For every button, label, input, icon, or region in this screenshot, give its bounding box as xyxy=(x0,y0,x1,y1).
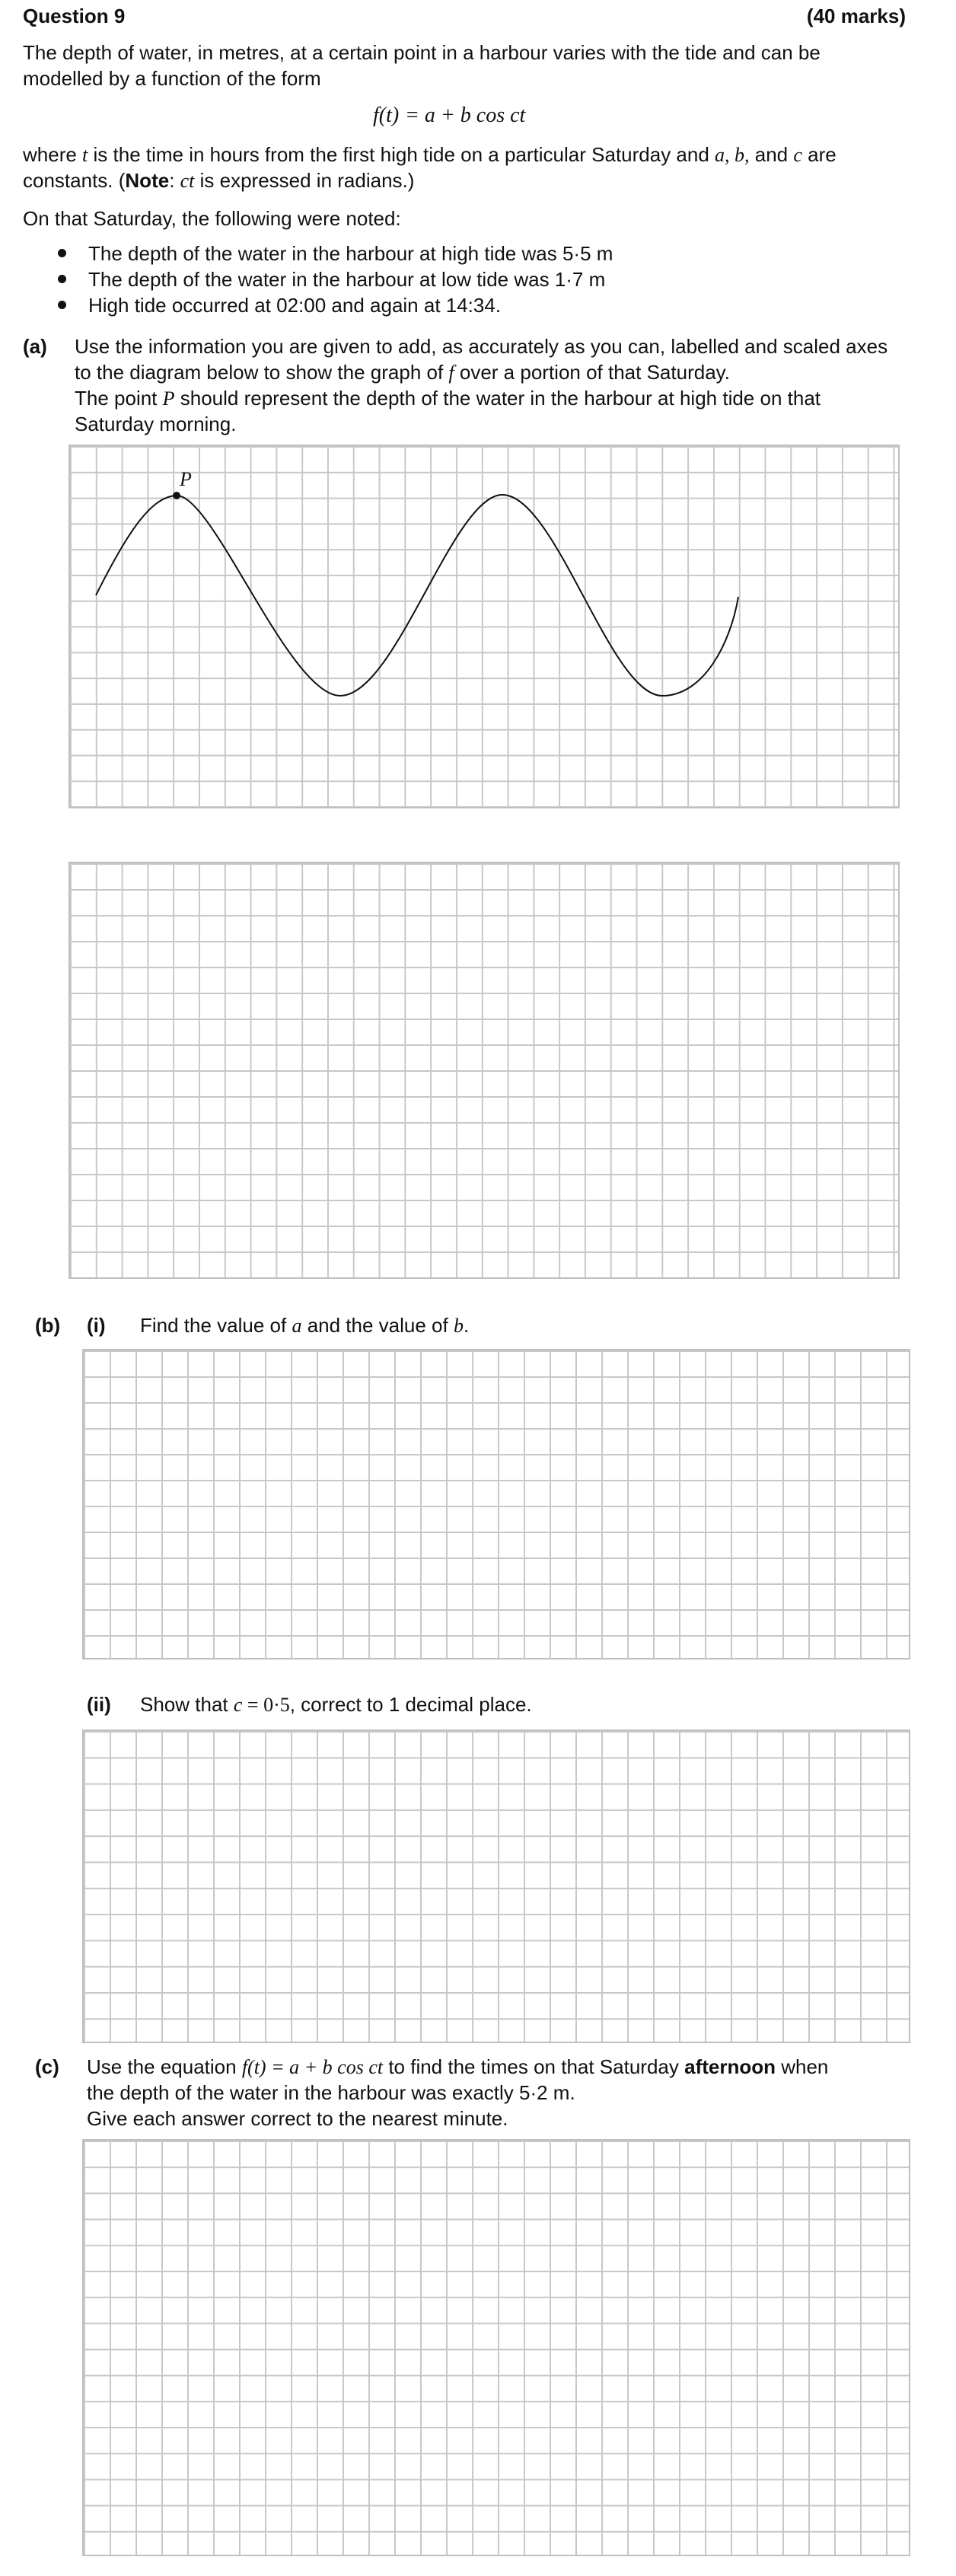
curve-path xyxy=(96,495,738,696)
bullet-icon xyxy=(58,301,66,309)
text: Find the value of xyxy=(140,1314,292,1337)
text: is the time in hours from the first high tide on a particular Saturday and xyxy=(88,143,715,166)
text: and the value of xyxy=(301,1314,454,1337)
part-b-i-text xyxy=(140,1312,469,1339)
marks-label: (40 marks) xyxy=(806,5,906,27)
text: where xyxy=(23,143,83,166)
note-label: Note xyxy=(125,169,170,192)
text: , correct to 1 decimal place. xyxy=(289,1693,532,1716)
part-c-line-1 xyxy=(87,2054,828,2080)
value: = 0·5 xyxy=(242,1694,290,1716)
var-f: f xyxy=(448,362,454,384)
part-b-label: (b) xyxy=(35,1314,61,1337)
intro-line-3 xyxy=(23,142,837,168)
answer-grid-b-i[interactable] xyxy=(82,1349,910,1659)
text: : xyxy=(169,169,180,192)
part-b-ii-text xyxy=(140,1691,532,1718)
text: Show that xyxy=(140,1693,234,1716)
text: Use the equation xyxy=(87,2055,242,2078)
part-b-i-label: (i) xyxy=(87,1314,106,1337)
text: to the diagram below to show the graph of xyxy=(75,361,449,384)
text: to find the times on that Saturday xyxy=(383,2055,685,2078)
text: should represent the depth of the water in the harbour at high tide on that xyxy=(174,387,821,410)
text: when xyxy=(776,2055,829,2078)
answer-grid-c[interactable] xyxy=(82,2139,910,2556)
var-ct: ct xyxy=(180,170,195,192)
point-p-label: P xyxy=(180,468,192,490)
text: The point xyxy=(75,387,163,410)
part-a-line-1: Use the information you are given to add, as accurately as you can, labelled and scaled axes xyxy=(75,335,888,358)
point-p-marker xyxy=(173,492,180,499)
formula-rhs: = a + b cos ct xyxy=(405,104,526,127)
model-formula xyxy=(373,102,525,129)
bullet-icon xyxy=(58,249,66,257)
part-c-label: (c) xyxy=(35,2055,59,2078)
question-title: Question 9 xyxy=(23,5,126,27)
text: over a portion of that Saturday. xyxy=(454,361,730,384)
bullet-icon xyxy=(58,275,66,283)
var-t: t xyxy=(82,144,88,166)
bullet-item: The depth of the water in the harbour at low tide was 1·7 m xyxy=(88,268,606,291)
part-a-line-3 xyxy=(75,385,821,412)
part-b-ii-label: (ii) xyxy=(87,1693,111,1716)
text: is expressed in radians.) xyxy=(194,169,415,192)
var-c: c xyxy=(233,1694,243,1716)
intro-line-1: The depth of water, in metres, at a certain point in a harbour varies with the tide and can be xyxy=(23,41,821,64)
var-p: P xyxy=(162,387,175,410)
answer-grid-b-ii[interactable] xyxy=(82,1730,910,2043)
text: . xyxy=(463,1314,470,1337)
answer-grid-a[interactable] xyxy=(69,862,900,1279)
intro-line-4 xyxy=(23,167,414,194)
formula-lhs: f(t) xyxy=(373,104,400,127)
part-a-label: (a) xyxy=(23,335,47,358)
text: are xyxy=(801,143,837,166)
emphasis: afternoon xyxy=(684,2055,776,2078)
var-c: c xyxy=(793,144,802,166)
bullet-item: High tide occurred at 02:00 and again at 14:34. xyxy=(88,294,502,317)
bullet-item: The depth of the water in the harbour at high tide was 5·5 m xyxy=(88,242,613,265)
var-b: b xyxy=(453,1315,464,1337)
text: and xyxy=(749,143,794,166)
part-c-line-2: the depth of the water in the harbour was exactly 5·2 m. xyxy=(87,2081,575,2104)
noted-line: On that Saturday, the following were noted: xyxy=(23,207,401,230)
equation: f(t) = a + b cos ct xyxy=(241,2056,384,2078)
part-a-line-2 xyxy=(75,359,730,386)
tide-curve-sketch xyxy=(69,445,900,808)
part-a-line-4: Saturday morning. xyxy=(75,413,237,435)
text: constants. ( xyxy=(23,169,126,192)
intro-line-2: modelled by a function of the form xyxy=(23,67,321,90)
part-c-line-3: Give each answer correct to the nearest minute. xyxy=(87,2107,508,2130)
var-ab: a, b, xyxy=(715,144,750,166)
var-a: a xyxy=(292,1315,302,1337)
